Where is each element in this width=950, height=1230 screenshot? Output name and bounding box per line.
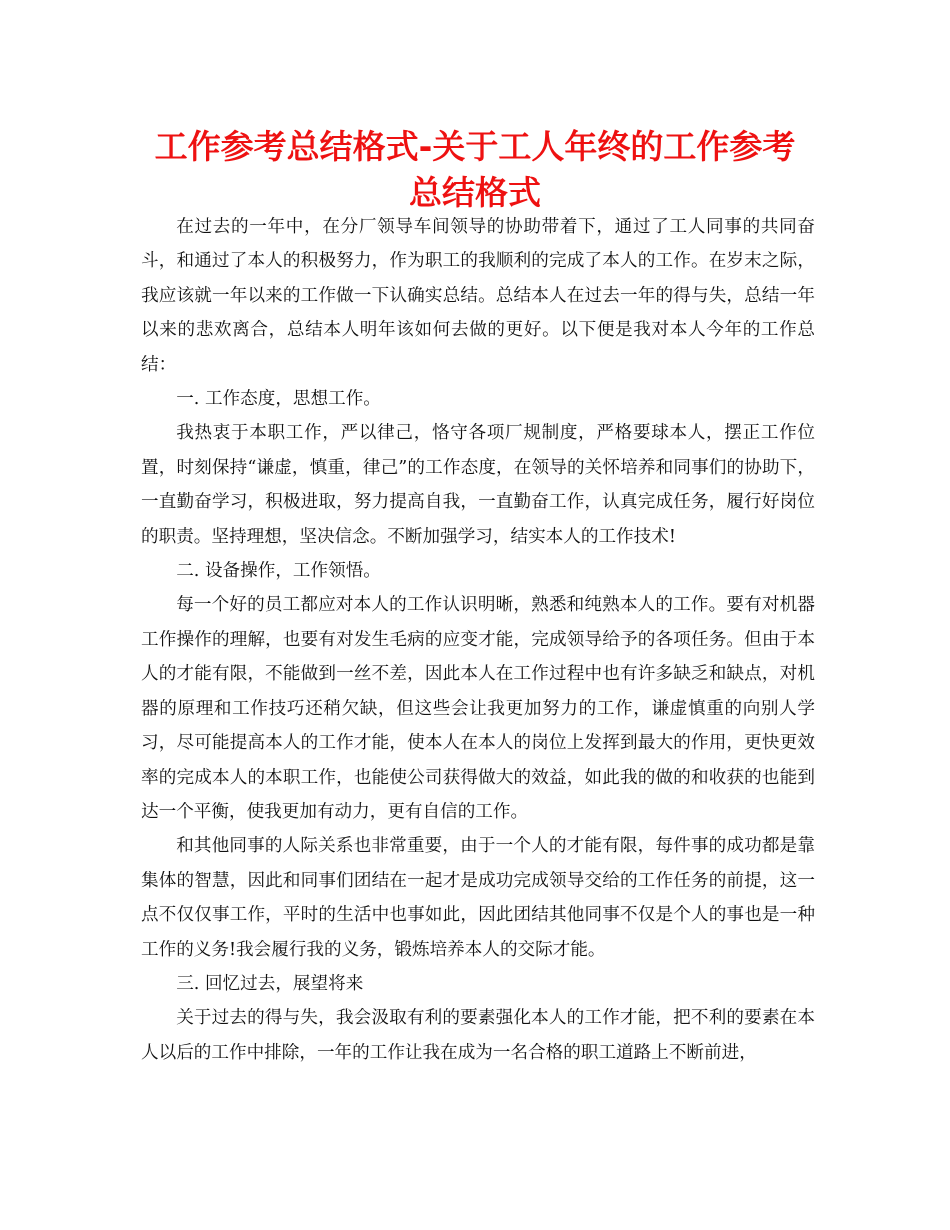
paragraph-review: 关于过去的得与失，我会汲取有利的要素强化本人的工作才能，把不利的要素在本人以后的工作中排除，一年的工作让我在成为一名合格的职工道路上不断前进，	[141, 1008, 815, 1063]
paragraph-attitude: 我热衷于本职工作，严以律己，恪守各项厂规制度，严格要球本人，摆正工作位置，时刻保持“谦虚，慎重，律己”的工作态度，在领导的关怀培养和同事们的协助下，一直勤奋学习，积极进取，努力提高自我，一直勤奋工作，认真完成任务，履行好岗位的职责。坚持理想，坚决信念。不断加强学习，结实本人的工作技术!	[141, 423, 815, 547]
document-title: 工作参考总结格式-关于工人年终的工作参考总结格式	[154, 127, 796, 212]
paragraph-relations: 和其他同事的人际关系也非常重要，由于一个人的才能有限，每件事的成功都是靠集体的智慧，因此和同事们团结在一起才是成功完成领导交给的工作任务的前提，这一点不仅仅事工作，平时的生活中也事如此，因此团结其他同事不仅是个人的事也是一种工作的义务!我会履行我的义务，锻炼培养本人的交际才能。	[141, 836, 815, 960]
paragraph-intro: 在过去的一年中，在分厂领导车间领导的协助带着下，通过了工人同事的共同奋斗，和通过了本人的积极努力，作为职工的我顺利的完成了本人的工作。在岁末之际，我应该就一年以来的工作做一下认确实总结。总结本人在过去一年的得与失，总结一年以来的悲欢离合，总结本人明年该如何去做的更好。以下便是我对本人今年的工作总结：	[141, 217, 815, 375]
paragraph-equipment: 每一个好的员工都应对本人的工作认识明晰，熟悉和纯熟本人的工作。要有对机器工作操作的理解，也要有对发生毛病的应变才能，完成领导给予的各项任务。但由于本人的才能有限，不能做到一丝不差，因此本人在工作过程中也有许多缺乏和缺点，对机器的原理和工作技巧还稍欠缺，但这些会让我更加努力的工作，谦虚慎重的向别人学习，尽可能提高本人的工作才能，使本人在本人的岗位上发挥到最大的作用，更快更效率的完成本人的本职工作，也能使公司获得做大的效益，如此我的做的和收获的也能到达一个平衡，使我更加有动力，更有自信的工作。	[141, 595, 815, 822]
document-body	[141, 210, 815, 1070]
section-heading-1: 一. 工作态度，思想工作。	[176, 389, 381, 410]
section-heading-2: 二. 设备操作，工作领悟。	[176, 561, 381, 582]
section-heading-3: 三. 回忆过去，展望将来	[176, 973, 364, 994]
